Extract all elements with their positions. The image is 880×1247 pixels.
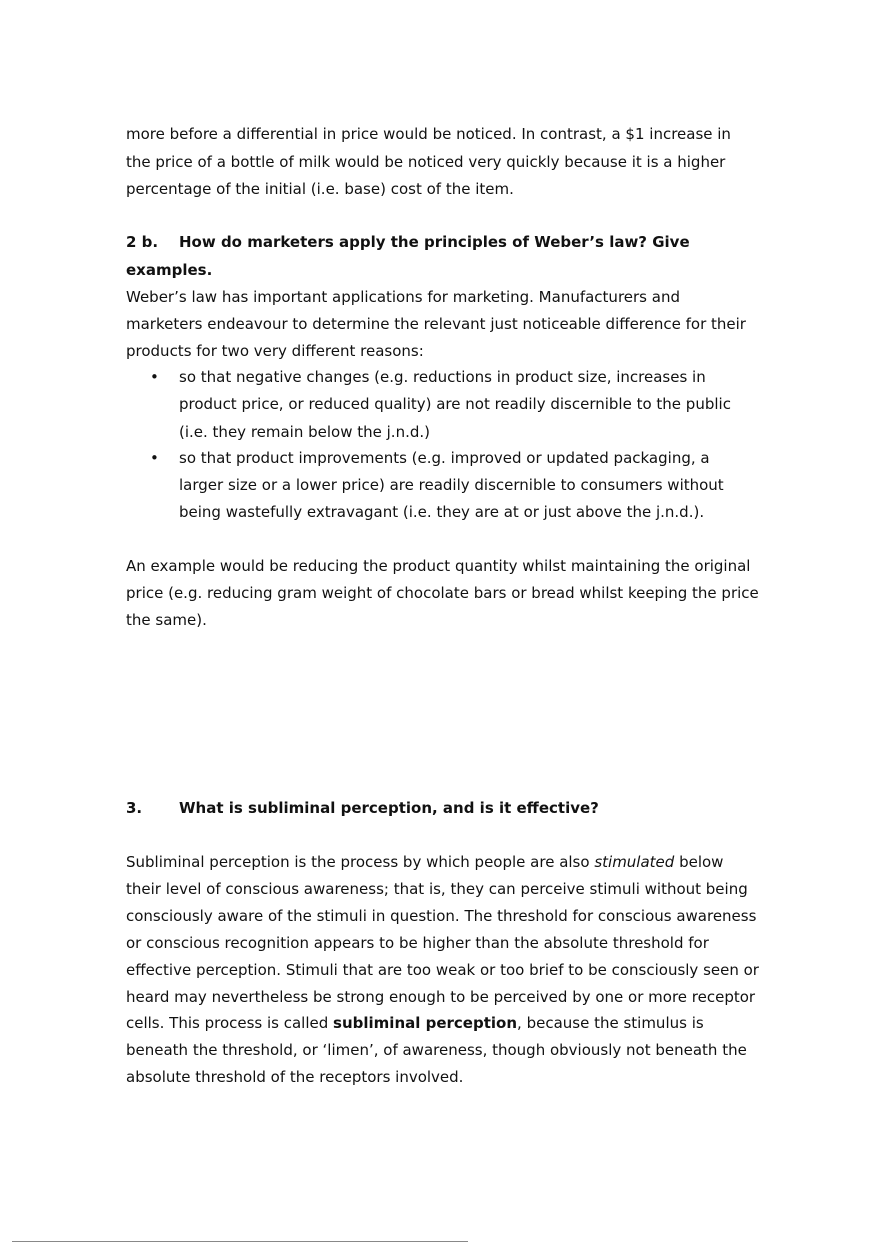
text-line: marketers endeavour to determine the relevant just noticeable difference for their [126, 315, 746, 333]
italic-term: stimulated [594, 853, 675, 871]
text-line: larger size or a lower price) are readily discernible to consumers without [179, 476, 724, 494]
text-line: or conscious recognition appears to be higher than the absolute threshold for [126, 934, 709, 952]
text-line: An example would be reducing the product quantity whilst maintaining the original [126, 557, 751, 575]
text-line: effective perception. Stimuli that are too weak or too brief to be consciously seen or [126, 961, 759, 979]
text-line: being wastefully extravagant (i.e. they are at or just above the j.n.d.). [179, 503, 705, 521]
text-line: Weber’s law has important applications for marketing. Manufacturers and [126, 288, 680, 306]
text-line: (i.e. they remain below the j.n.d.) [179, 423, 430, 441]
text-line: their level of conscious awareness; that is, they can perceive stimuli without being [126, 880, 748, 898]
text-line: percentage of the initial (i.e. base) cost of the item. [126, 180, 514, 198]
text-line: heard may nevertheless be strong enough to be perceived by one or more receptor [126, 988, 756, 1006]
question-heading-continued: examples. [126, 261, 213, 279]
text-line: the price of a bottle of milk would be noticed very quickly because it is a higher [126, 153, 726, 171]
question-number: 2 b. [126, 233, 159, 251]
text-span: , because the stimulus is [517, 1014, 704, 1032]
text-line: so that product improvements (e.g. improved or updated packaging, a [179, 449, 710, 467]
text-line: more before a differential in price would be noticed. In contrast, a $1 increase in [126, 125, 731, 143]
text-line: consciously aware of the stimuli in question. The threshold for conscious awareness [126, 907, 757, 925]
text-line: price (e.g. reducing gram weight of chocolate bars or bread whilst keeping the price [126, 584, 759, 602]
bold-term: subliminal perception [333, 1014, 518, 1032]
text-span: below [674, 853, 724, 871]
text-line: so that negative changes (e.g. reductions in product size, increases in [179, 368, 706, 386]
question-heading: How do marketers apply the principles of Weber’s law? Give [179, 233, 690, 251]
text-line: absolute threshold of the receptors involved. [126, 1068, 464, 1086]
text-line: product price, or reduced quality) are not readily discernible to the public [179, 395, 731, 413]
question-heading: What is subliminal perception, and is it effective? [179, 799, 599, 817]
text-line [126, 1013, 704, 1033]
question-number: 3. [126, 799, 143, 817]
text-line: products for two very different reasons: [126, 342, 424, 360]
text-line: the same). [126, 611, 207, 629]
bullet-icon: • [150, 368, 159, 386]
text-line: beneath the threshold, or ‘limen’, of awareness, though obviously not beneath the [126, 1041, 747, 1059]
text-span: cells. This process is called [126, 1014, 334, 1032]
text-line [126, 852, 723, 872]
bullet-icon: • [150, 449, 159, 467]
text-span: Subliminal perception is the process by which people are also [126, 853, 595, 871]
footer-divider [12, 1241, 468, 1242]
